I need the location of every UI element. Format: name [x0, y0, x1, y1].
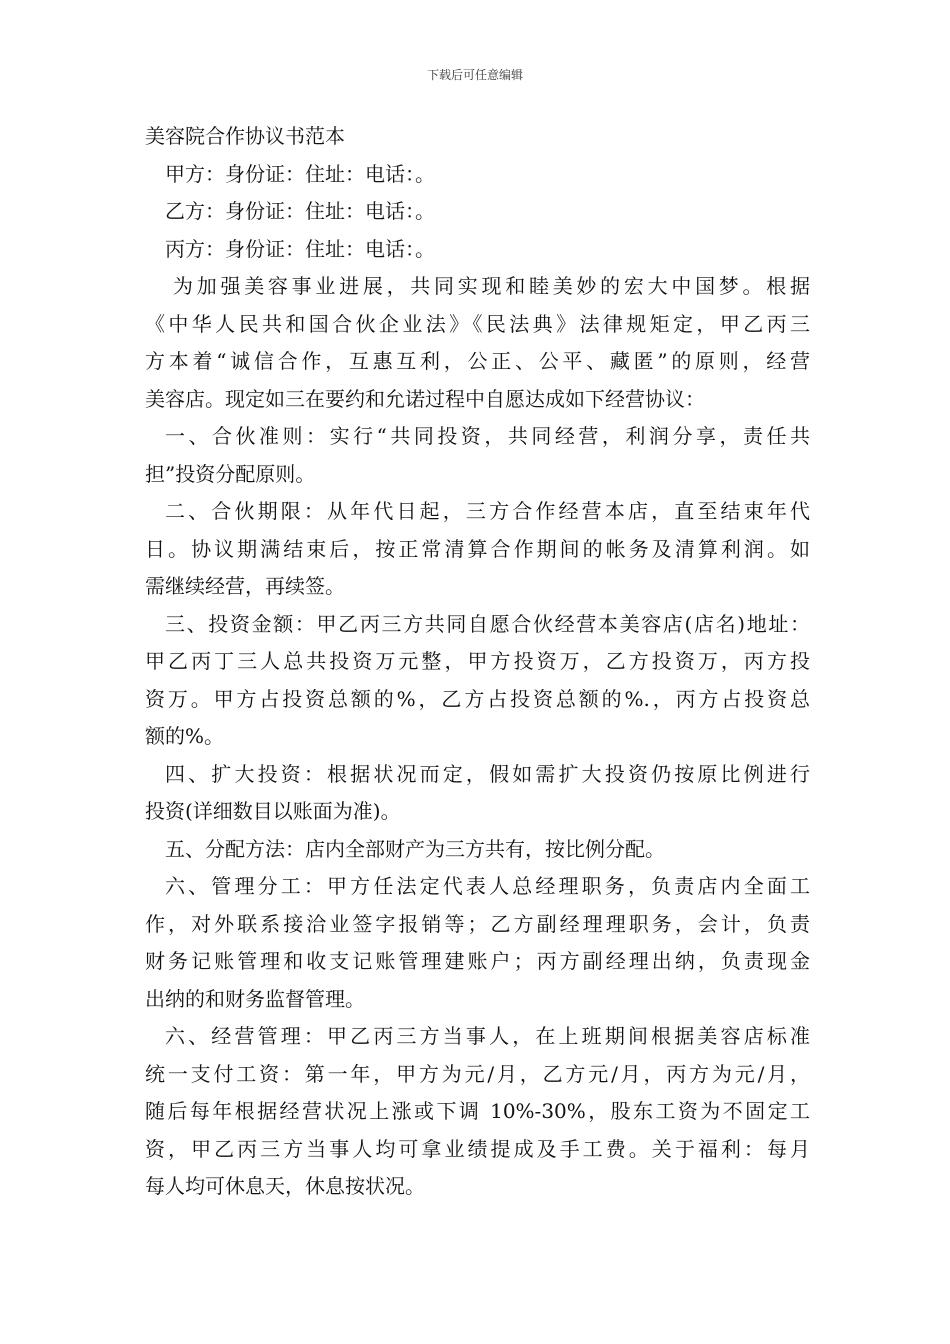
paragraph-clause-5	[145, 831, 810, 869]
paragraph-clause-4	[145, 756, 810, 831]
party-line-c: 丙方：身份证：住址：电话：。	[165, 236, 435, 261]
paragraph-line: 担”投资分配原则。	[145, 461, 316, 486]
paragraph-line: 随后每年根据经营状况上涨或下调 10%-30%，股东工资为不固定工	[145, 1099, 810, 1123]
paragraph-line: 四、扩大投资：根据状况而定，假如需扩大投资仍按原比例进行	[165, 761, 810, 786]
paragraph-line: 美容店。现定如三在要约和允诺过程中自愿达成如下经营协议：	[145, 386, 705, 411]
paragraph-preamble	[145, 268, 810, 418]
paragraph-line: 额的%。	[145, 724, 225, 748]
paragraph-line: 为加强美容事业进展，共同实现和睦美妙的宏大中国梦。根据	[173, 274, 810, 298]
paragraph-clause-6b	[145, 1018, 810, 1206]
paragraph-line: 二、合伙期限：从年代日起，三方合作经营本店，直至结束年代	[165, 499, 810, 523]
paragraph-line: 每人均可休息天，休息按状况。	[145, 1174, 425, 1198]
paragraph-line: 六、经营管理：甲乙丙三方当事人，在上班期间根据美容店标准	[165, 1024, 810, 1048]
header-note: 下载后可任意编辑	[426, 68, 523, 82]
paragraph-clause-3	[145, 606, 810, 756]
party-line-a: 甲方：身份证：住址：电话：。	[165, 161, 435, 186]
paragraph-line: 投资(详细数目以账面为准)。	[145, 799, 401, 823]
paragraph-line: 资万。甲方占投资总额的%，乙方占投资总额的%.，丙方占投资总	[145, 686, 810, 711]
paragraph-line: 六、管理分工：甲方任法定代表人总经理职务，负责店内全面工	[165, 874, 810, 898]
paragraph-line: 方本着“诚信合作，互惠互利，公正、公平、藏匿”的原则，经营	[145, 349, 810, 373]
paragraph-line: 财务记账管理和收支记账管理建账户；丙方副经理出纳，负责现金	[145, 949, 810, 973]
paragraph-line: 五、分配方法：店内全部财产为三方共有，按比例分配。	[165, 836, 665, 861]
paragraph-line: 一、合伙准则：实行“共同投资，共同经营，利润分享，责任共	[165, 424, 810, 448]
paragraph-line: 三、投资金额：甲乙丙三方共同自愿合伙经营本美容店(店名)地址：	[165, 611, 810, 636]
paragraph-line: 需继续经营，再续签。	[145, 574, 345, 598]
paragraph-clause-6	[145, 868, 810, 1018]
paragraph-line: 《中华人民共和国合伙企业法》《民法典》法律规矩定，甲乙丙三	[145, 311, 810, 336]
document-body	[145, 118, 810, 1206]
paragraph-line: 统一支付工资：第一年，甲方为元/月，乙方元/月，丙方为元/月，	[145, 1061, 810, 1086]
party-line-b: 乙方：身份证：住址：电话：。	[165, 199, 435, 223]
paragraph-line: 甲乙丙丁三人总共投资万元整，甲方投资万，乙方投资万，丙方投	[145, 649, 810, 673]
paragraph-line: 出纳的和财务监督管理。	[145, 986, 365, 1011]
paragraph-line: 作，对外联系接洽业签字报销等；乙方副经理理职务，会计，负责	[145, 911, 810, 936]
paragraph-line: 日。协议期满结束后，按正常清算合作期间的帐务及清算利润。如	[145, 536, 810, 561]
document-title: 美容院合作协议书范本	[145, 124, 345, 148]
paragraph-line: 资，甲乙丙三方当事人均可拿业绩提成及手工费。关于福利：每月	[145, 1136, 810, 1161]
paragraph-clause-2	[145, 493, 810, 606]
paragraph-clause-1	[145, 418, 810, 493]
